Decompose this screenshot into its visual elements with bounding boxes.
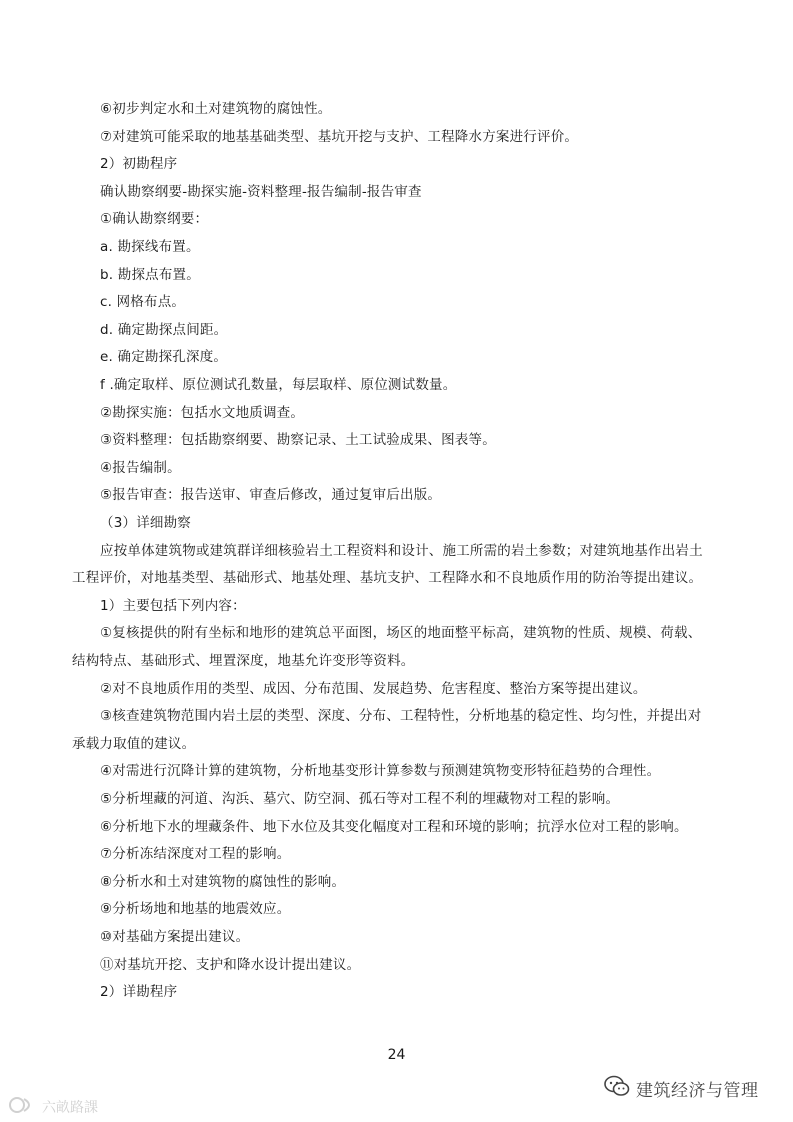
text-line: 1）主要包括下列内容： xyxy=(100,598,246,614)
text-line: ⑩对基础方案提出建议。 xyxy=(100,929,250,945)
text-line: ②勘探实施：包括水文地质调查。 xyxy=(100,405,305,421)
text-line: 确认勘察纲要-勘探实施-资料整理-报告编制-报告审查 xyxy=(100,184,422,200)
text-line: c. 网格布点。 xyxy=(100,294,186,310)
section-heading: （3）详细勘察 xyxy=(100,515,191,531)
text-line: 应按单体建筑物或建筑群详细核验岩土工程资料和设计、施工所需的岩土参数；对建筑地基作出岩土 xyxy=(100,543,703,559)
text-line: ⑦分析冻结深度对工程的影响。 xyxy=(100,846,291,862)
text-line: b. 勘探点布置。 xyxy=(100,267,200,283)
text-line: ⑧分析水和土对建筑物的腐蚀性的影响。 xyxy=(100,874,346,890)
text-line: 工程评价，对地基类型、基础形式、地基处理、基坑支护、工程降水和不良地质作用的防治等提出建议。 xyxy=(72,570,703,586)
text-line: d. 确定勘探点间距。 xyxy=(100,322,228,338)
wechat-account-name: 建筑经济与管理 xyxy=(636,1080,759,1101)
text-line: ⑥分析地下水的埋藏条件、地下水位及其变化幅度对工程和环境的影响；抗浮水位对工程的影响。 xyxy=(100,819,688,835)
text-line: e. 确定勘探孔深度。 xyxy=(100,349,228,365)
text-line: ⑤报告审查：报告送审、审查后修改，通过复审后出版。 xyxy=(100,487,442,503)
text-line: ①确认勘察纲要： xyxy=(100,211,209,227)
text-line: ⑨分析场地和地基的地震效应。 xyxy=(100,901,291,917)
text-line: a. 勘探线布置。 xyxy=(100,239,200,255)
text-line: ②对不良地质作用的类型、成因、分布范围、发展趋势、危害程度、整治方案等提出建议。 xyxy=(100,681,647,697)
text-line: ⑤分析埋藏的河道、沟浜、墓穴、防空洞、孤石等对工程不利的埋藏物对工程的影响。 xyxy=(100,791,620,807)
text-line: ⑦对建筑可能采取的地基基础类型、基坑开挖与支护、工程降水方案进行评价。 xyxy=(100,129,579,145)
text-line: ③核查建筑物范围内岩土层的类型、深度、分布、工程特性，分析地基的稳定性、均匀性，并提出对 xyxy=(100,708,702,724)
text-line: ④报告编制。 xyxy=(100,460,181,476)
text-line: ⑪对基坑开挖、支护和降水设计提出建议。 xyxy=(100,957,361,973)
wechat-account-mark xyxy=(604,1074,759,1102)
text-line: 承载力取值的建议。 xyxy=(72,736,196,752)
text-line: ①复核提供的附有坐标和地形的建筑总平面图，场区的地面整平标高，建筑物的性质、规模、荷载、 xyxy=(100,625,702,641)
text-line: ③资料整理：包括勘察纲要、勘察记录、土工试验成果、图表等。 xyxy=(100,432,496,448)
text-line: 2）详勘程序 xyxy=(100,984,178,1000)
wechat-icon xyxy=(604,1075,630,1101)
text-line: 结构特点、基础形式、埋置深度，地基允许变形等资料。 xyxy=(72,653,415,669)
text-line: f .确定取样、原位测试孔数量，每层取样、原位测试数量。 xyxy=(100,377,457,393)
text-line: ④对需进行沉降计算的建筑物，分析地基变形计算参数与预测建筑物变形特征趋势的合理性。 xyxy=(100,763,661,779)
watermark-text: 六畝路課 xyxy=(42,1100,98,1116)
page-number: 24 xyxy=(387,1047,406,1063)
watermark xyxy=(8,1096,98,1118)
watermark-logo-icon xyxy=(8,1095,38,1119)
text-line: ⑥初步判定水和土对建筑物的腐蚀性。 xyxy=(100,101,332,117)
text-line: 2）初勘程序 xyxy=(100,156,178,172)
